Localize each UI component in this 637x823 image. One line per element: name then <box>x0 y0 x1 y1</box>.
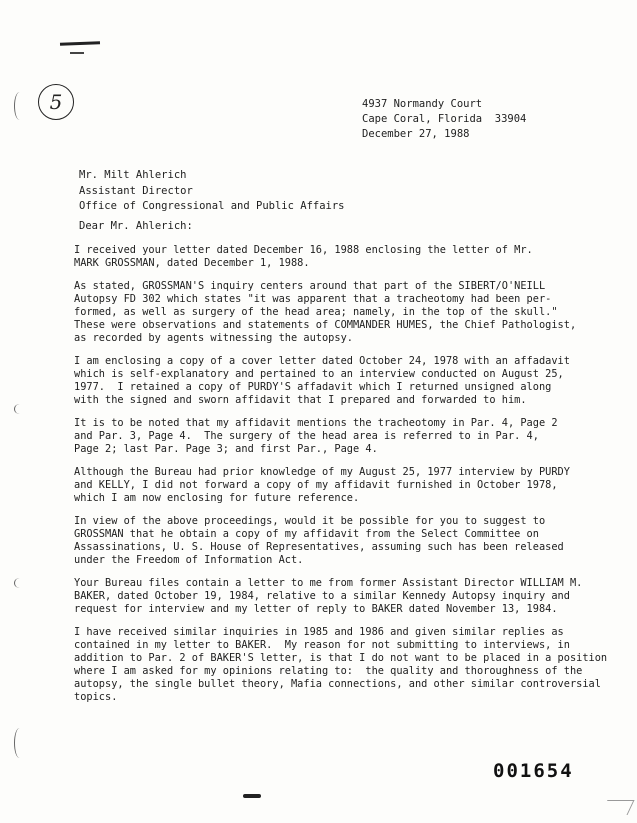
letter-date: December 27, 1988 <box>362 128 470 140</box>
body-paragraph: In view of the above proceedings, would it be possible for you to suggest to GROSSMAN that he obtain a copy of my affidavit from the Select Committee on Assassinations, U. S. House of Representatives, assuming such has been released under the Freedom of Information Act. <box>74 515 564 566</box>
letter-body <box>74 244 608 714</box>
handwritten-dash-mark <box>60 41 100 45</box>
return-address-street: 4937 Normandy Court <box>362 98 483 110</box>
salutation: Dear Mr. Ahlerich: <box>79 220 193 232</box>
body-paragraph: I received your letter dated December 16, 1988 enclosing the letter of Mr. MARK GROSSMAN, dated December 1, 1988. <box>74 244 533 269</box>
margin-bracket-mark <box>14 404 25 414</box>
margin-bracket-mark <box>14 728 25 758</box>
return-address <box>362 97 526 142</box>
margin-bracket-mark <box>14 578 25 588</box>
body-paragraph: As stated, GROSSMAN'S inquiry centers around that part of the SIBERT/O'NEILL Autopsy FD 302 which states "it was apparent that a tracheotomy had been per- formed, as well as surgery of the head area; namely, in the top of the skull." These were observations and statements of COMMANDER HUMES, the Chief Pathologist, as recorded by agents witnessing the autopsy. <box>74 280 577 344</box>
body-paragraph: I am enclosing a copy of a cover letter dated October 24, 1978 with an affadavit which is self-explanatory and pertained to an interview conducted on August 25, 1977. I retained a copy of PURDY'S affadavit which I returned unsigned along with the signed and sworn affidavit that I prepared and forwarded to him. <box>74 355 570 406</box>
body-paragraph: Although the Bureau had prior knowledge of my August 25, 1977 interview by PURDY and KELLY, I did not forward a copy of my affidavit furnished in October 1978, which I am now enclosing for future reference. <box>74 466 570 504</box>
document-serial-number: 001654 <box>493 760 574 782</box>
circled-page-number: 5 <box>38 84 74 120</box>
body-paragraph: It is to be noted that my affidavit mentions the tracheotomy in Par. 4, Page 2 and Par. 3, Page 4. The surgery of the head area is referred to in Par. 4, Page 2; last Par. Page 3; and first Par., Page 4. <box>74 417 558 455</box>
recipient-title: Assistant Director <box>79 184 193 197</box>
margin-bracket-mark <box>14 92 25 120</box>
handwritten-dash-mark-small <box>70 52 84 54</box>
body-paragraph: I have received similar inquiries in 1985 and 1986 and given similar replies as contained in my letter to BAKER. My reason for not submitting to interviews, in addition to Par. 2 of BAKER'S letter, is that I do not want to be placed in a position where I am asked for my opinions relating to: the quality and thoroughness of the autopsy, the single bullet theory, Mafia connections, and other similar controversial topics. <box>74 626 608 703</box>
recipient-office: Office of Congressional and Public Affairs <box>79 200 345 212</box>
scan-smudge-mark <box>243 794 261 798</box>
recipient-name: Mr. Milt Ahlerich <box>79 169 187 181</box>
corner-scribble-mark <box>601 800 635 815</box>
return-address-city: Cape Coral, Florida 33904 <box>362 113 527 125</box>
recipient-block <box>79 168 345 215</box>
body-paragraph: Your Bureau files contain a letter to me from former Assistant Director WILLIAM M. BAKER, dated October 19, 1984, relative to a similar Kennedy Autopsy inquiry and request for interview and my letter of reply to BAKER dated November 13, 1984. <box>74 577 583 615</box>
